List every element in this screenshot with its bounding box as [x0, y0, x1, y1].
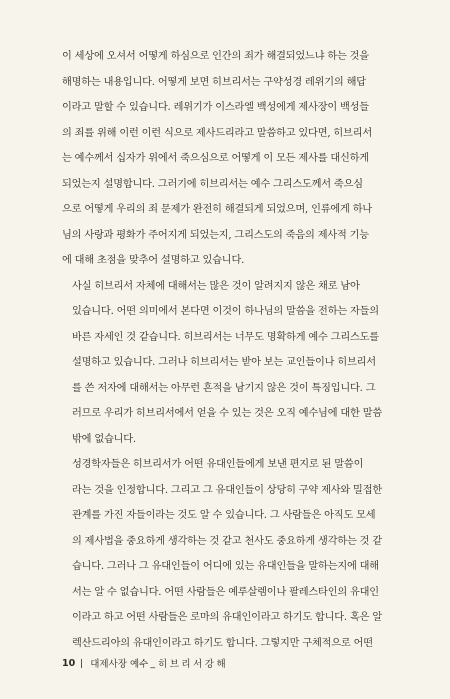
text-line: 라는 것을 인정합니다. 그리고 그 유대인들이 상당히 구약 제사와 밀접한 — [72, 484, 382, 496]
text-line: 러므로 우리가 히브리서에서 얻을 수 있는 것은 오직 예수님에 대한 말씀 — [72, 408, 382, 419]
text-line: 렉산드리아의 유대인이라고 하기도 합니다. 그렇지만 구체적으로 어떤 — [72, 637, 373, 649]
text-line: 이라고 하고 어떤 사람들은 로마의 유대인이라고 하기도 합니다. 혹은 알 — [72, 612, 382, 623]
page-body — [62, 44, 417, 656]
text-line: 있습니다. 어떤 의미에서 본다면 이것이 하나님의 말씀을 전하는 자들의 — [72, 306, 379, 317]
text-line: 를 쓴 저자에 대해서는 아무런 흔적을 남기지 않은 것이 특징입니다. 그 — [72, 382, 376, 394]
text-line: 님의 사랑과 평화가 주어지게 되었는지, 그리스도의 죽음의 제사적 기능 — [62, 229, 369, 241]
text-line: 의 제사법을 중요하게 생각하는 것 같고 천사도 중요하게 생각하는 것 같 — [72, 535, 382, 547]
text-line: 설명하고 있습니다. 그러나 히브리서는 받아 보는 교인들이나 히브리서 — [72, 357, 376, 368]
text-line: 이라고 말할 수 있습니다. 레위기가 이스라엘 백성에게 제사장이 백성들 — [62, 102, 369, 113]
text-line: 해명하는 내용입니다. 어떻게 보면 히브리서는 구약성경 레위기의 해답 — [62, 76, 366, 88]
running-head-subtitle: 히브리서강해 — [158, 659, 229, 670]
text-line: 밖에 없습니다. — [72, 433, 136, 445]
footer-divider — [81, 659, 82, 668]
text-line: 으로 어떻게 우리의 죄 문제가 완전히 해결되게 되었으며, 인류에게 하나 — [62, 204, 372, 215]
paragraph-2 — [62, 274, 417, 453]
text-line: 의 죄를 위해 이런 이런 식으로 제사드리라고 말씀하고 있다면, 히브리서 — [62, 127, 372, 139]
text-line: 에 대해 초점을 맞추어 설명하고 있습니다. — [62, 255, 245, 266]
text-line: 습니다. 그러나 그 유대인들이 어디에 있는 유대인들을 말하는지에 대해 — [72, 561, 379, 572]
text-line: 성경학자들은 히브리서가 어떤 유대인들에게 보낸 편지로 된 말씀이 — [72, 459, 364, 470]
text-line: 이 세상에 오셔서 어떻게 하심으로 인간의 죄가 해결되었느냐 하는 것을 — [62, 51, 369, 62]
text-line: 서는 알 수 없습니다. 어떤 사람들은 예루살렘이나 팔레스타인의 유대인 — [72, 586, 379, 598]
text-line: 바른 자세인 것 같습니다. 히브리서는 너무도 명확하게 예수 그리스도를 — [72, 331, 379, 343]
text-line: 되었는지 설명합니다. 그러기에 히브리서는 예수 그리스도께서 죽으심 — [62, 178, 363, 190]
page-footer — [62, 656, 228, 670]
running-head-title: 대제사장 예수 — [90, 659, 149, 670]
page-number: 10 — [62, 657, 76, 669]
text-line: 사실 히브리서 자체에 대해서는 많은 것이 알려지지 않은 채로 남아 — [72, 280, 360, 292]
text-line: 관계를 가진 자들이라는 것도 알 수 있습니다. 그 사람들은 아직도 모세 — [72, 510, 376, 521]
paragraph-3 — [62, 452, 417, 656]
text-line: 는 예수께서 십자가 위에서 죽으심으로 어떻게 이 모든 제사를 대신하게 — [62, 153, 369, 164]
running-head-dash: _ — [150, 657, 156, 669]
paragraph-1 — [62, 44, 417, 274]
